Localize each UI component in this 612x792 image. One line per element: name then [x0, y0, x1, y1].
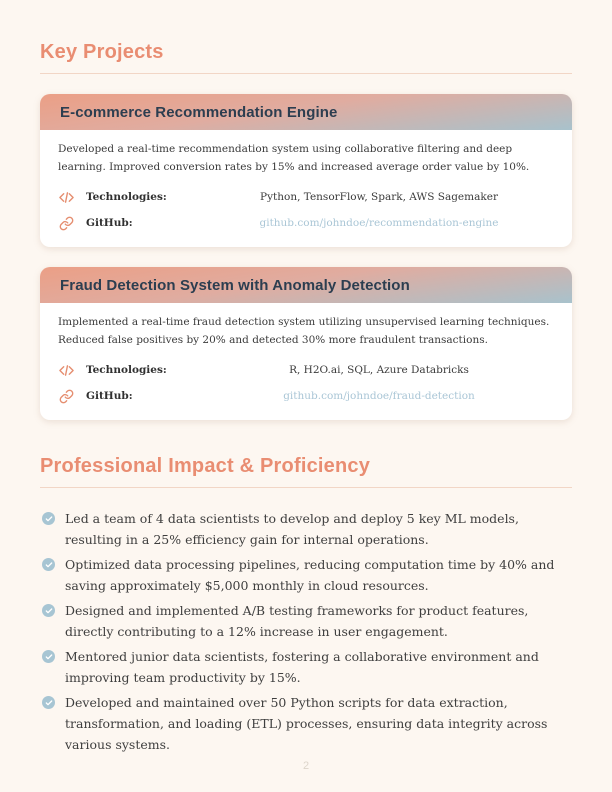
check-icon [42, 696, 55, 709]
check-icon [42, 512, 55, 525]
impact-item-text: Led a team of 4 data scientists to develop and deploy 5 key ML models, resulting in a 25% efficiency gain for internal operations. [65, 511, 519, 547]
github-row [58, 210, 554, 236]
project-card-body [40, 130, 572, 247]
check-icon [42, 650, 55, 663]
technologies-row [58, 184, 554, 210]
key-projects-heading: Key Projects [40, 41, 164, 63]
technologies-label: Technologies: [86, 364, 167, 376]
link-icon [58, 215, 74, 231]
section-divider [40, 487, 572, 488]
code-icon [58, 362, 74, 378]
github-label: GitHub: [86, 217, 133, 229]
project-card-header [40, 94, 572, 130]
check-icon [42, 604, 55, 617]
technologies-label: Technologies: [86, 191, 167, 203]
github-row [58, 383, 554, 409]
project-title: E-commerce Recommendation Engine [60, 103, 338, 121]
impact-item-text: Developed and maintained over 50 Python scripts for data extraction, transformation, and loading (ETL) processes, ensuring data integrity across various systems. [65, 695, 548, 752]
project-title: Fraud Detection System with Anomaly Detection [60, 276, 410, 294]
section-divider [40, 73, 572, 74]
impact-heading: Professional Impact & Proficiency [40, 455, 371, 477]
check-icon [42, 558, 55, 571]
impact-item [40, 692, 572, 755]
github-label: GitHub: [86, 390, 133, 402]
technologies-row [58, 357, 554, 383]
link-icon [58, 388, 74, 404]
impact-item-text: Optimized data processing pipelines, reducing computation time by 40% and saving approximately $5,000 monthly in cloud resources. [65, 557, 555, 593]
technologies-value: Python, TensorFlow, Spark, AWS Sagemaker [260, 191, 498, 203]
project-card-header [40, 267, 572, 303]
impact-bullet-list [40, 508, 572, 755]
technologies-value: R, H2O.ai, SQL, Azure Databricks [289, 364, 469, 376]
impact-item-text: Designed and implemented A/B testing frameworks for product features, directly contributing to a 12% increase in user engagement. [65, 603, 529, 639]
impact-item [40, 600, 572, 642]
project-card-recommendation-engine [40, 94, 572, 247]
code-icon [58, 189, 74, 205]
project-card-fraud-detection [40, 267, 572, 420]
impact-item [40, 646, 572, 688]
github-link[interactable]: github.com/johndoe/recommendation-engine [259, 217, 499, 229]
impact-item [40, 554, 572, 596]
impact-item-text: Mentored junior data scientists, fostering a collaborative environment and improving team productivity by 15%. [65, 649, 539, 685]
project-description: Implemented a real-time fraud detection system utilizing unsupervised learning techniques. Reduced false positives by 20% and detected 30% more fraudulent transactions. [58, 316, 550, 346]
impact-section [40, 454, 572, 755]
github-link[interactable]: github.com/johndoe/fraud-detection [283, 390, 475, 402]
page-number: 2 [302, 760, 310, 772]
project-card-body [40, 303, 572, 420]
project-description: Developed a real-time recommendation system using collaborative filtering and deep learning. Improved conversion rates by 15% and increased average order value by 10%. [58, 143, 530, 173]
impact-item [40, 508, 572, 550]
